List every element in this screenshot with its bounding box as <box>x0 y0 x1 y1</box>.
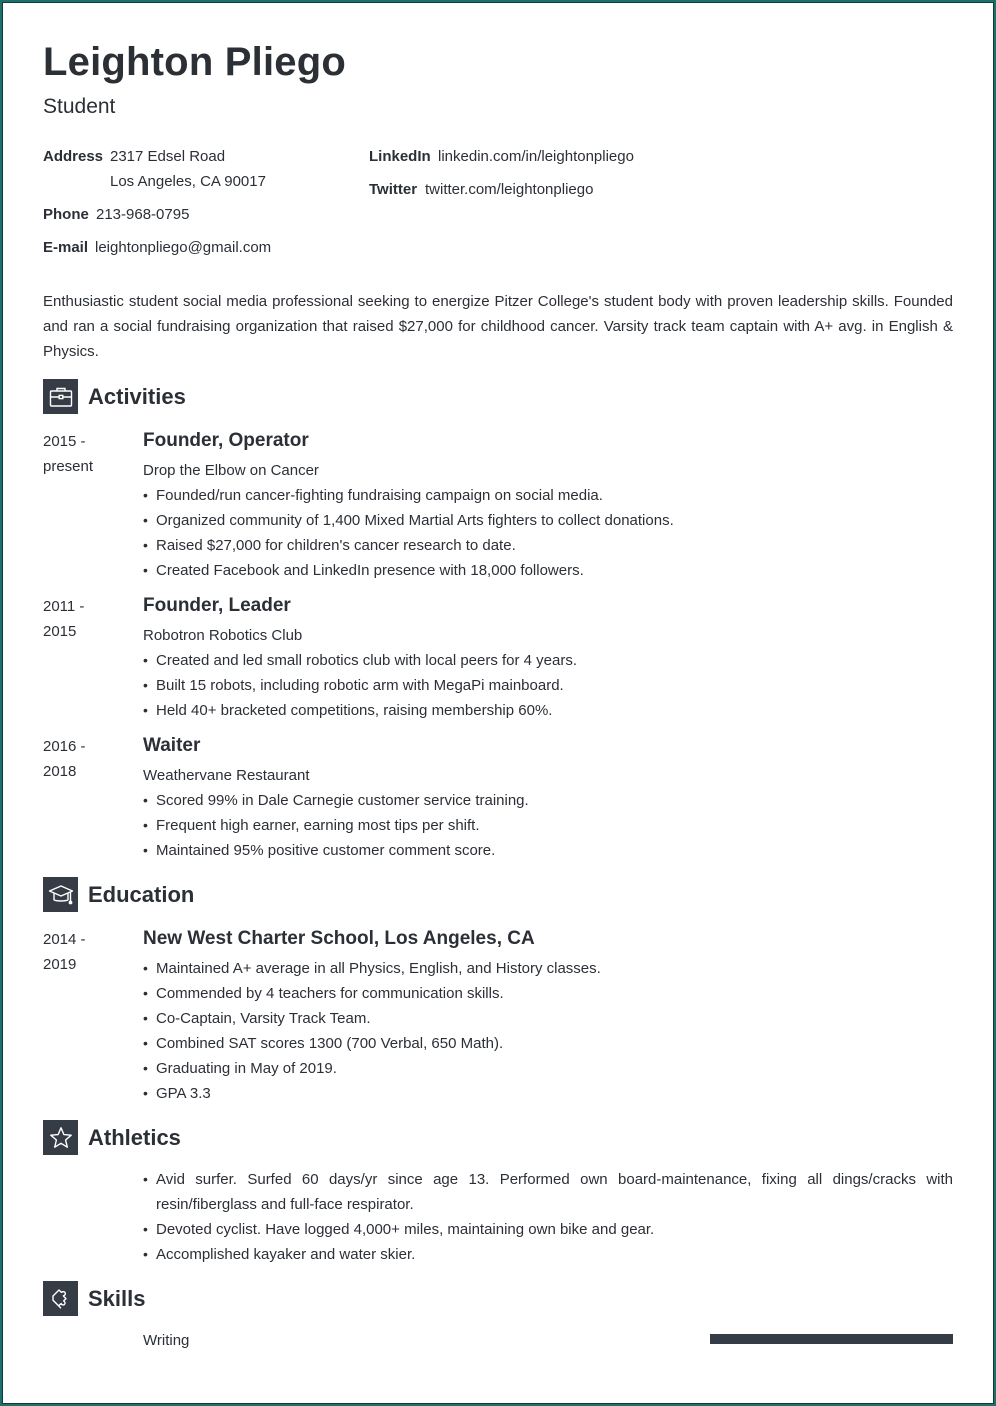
education-bullets <box>143 956 953 1106</box>
skills-heading: Skills <box>88 1286 146 1311</box>
bullet-item: • Organized community of 1,400 Mixed Martial Arts fighters to collect donations. <box>143 508 953 533</box>
date-end: 2018 <box>43 763 77 780</box>
activity-role: Waiter <box>143 735 201 756</box>
linkedin-label: LinkedIn <box>369 148 431 165</box>
school-name: New West Charter School, Los Angeles, CA <box>143 928 535 949</box>
activity-org: Drop the Elbow on Cancer <box>143 462 319 479</box>
skill-name: Writing <box>143 1332 190 1349</box>
date-start: 2016 - <box>43 738 86 755</box>
skill-level-fill <box>710 1334 953 1344</box>
activity-date <box>43 594 84 644</box>
profile-summary: Enthusiastic student social media professional seeking to energize Pitzer College's student body with proven leadership skills. Founded and ran a social fundraising organization that raised $27,000 for childhood cancer. Varsity track team captain with A+ avg. in English & Physics. <box>43 293 953 360</box>
bullet-item: • Accomplished kayaker and water skier. <box>143 1242 953 1267</box>
bullet-item: • Avid surfer. Surfed 60 days/yr since age 13. Performed own board-maintenance, fixing all dings/cracks with resin/fiberglass and full-face respirator. <box>143 1167 953 1217</box>
bullet-item: • Devoted cyclist. Have logged 4,000+ miles, maintaining own bike and gear. <box>143 1217 953 1242</box>
email-label: E-mail <box>43 239 89 256</box>
activity-bullets <box>143 648 953 723</box>
date-end: 2019 <box>43 956 77 973</box>
graduation-cap-icon <box>43 877 78 912</box>
activities-heading: Activities <box>88 384 186 409</box>
email-value: leightonpliego@gmail.com <box>95 239 272 256</box>
activity-bullets <box>143 483 953 583</box>
activity-bullets <box>143 788 953 863</box>
address-label: Address <box>43 148 104 165</box>
puzzle-icon <box>43 1281 78 1316</box>
bullet-item: • Held 40+ bracketed competitions, raising membership 60%. <box>143 698 953 723</box>
bullet-item: • Raised $27,000 for children's cancer research to date. <box>143 533 953 558</box>
activity-date <box>43 429 93 479</box>
bullet-item: • Founded/run cancer-fighting fundraising campaign on social media. <box>143 483 953 508</box>
activity-role: Founder, Leader <box>143 595 291 616</box>
activity-date <box>43 734 86 784</box>
twitter-label: Twitter <box>369 181 418 198</box>
address-line2: Los Angeles, CA 90017 <box>110 173 266 190</box>
education-heading: Education <box>88 882 195 907</box>
skill-level-bar <box>710 1334 953 1344</box>
briefcase-icon <box>43 379 78 414</box>
education-date <box>43 927 86 977</box>
star-icon <box>43 1120 78 1155</box>
date-start: 2015 - <box>43 433 86 450</box>
candidate-title: Student <box>43 95 116 118</box>
bullet-item: • Maintained 95% positive customer comment score. <box>143 838 953 863</box>
athletics-bullets <box>143 1167 953 1267</box>
date-end: present <box>43 458 94 475</box>
twitter-value: twitter.com/leightonpliego <box>425 181 594 198</box>
athletics-heading: Athletics <box>88 1125 181 1150</box>
linkedin-value: linkedin.com/in/leightonpliego <box>438 148 634 165</box>
bullet-item: • Co-Captain, Varsity Track Team. <box>143 1006 953 1031</box>
activity-org: Robotron Robotics Club <box>143 627 303 644</box>
bullet-item: • Created and led small robotics club with local peers for 4 years. <box>143 648 953 673</box>
bullet-item: • GPA 3.3 <box>143 1081 953 1106</box>
phone-value: 213-968-0795 <box>96 206 190 223</box>
phone-label: Phone <box>43 206 89 223</box>
bullet-item: • Created Facebook and LinkedIn presence with 18,000 followers. <box>143 558 953 583</box>
date-start: 2011 - <box>43 598 85 615</box>
bullet-item: • Combined SAT scores 1300 (700 Verbal, 650 Math). <box>143 1031 953 1056</box>
bullet-item: • Commended by 4 teachers for communication skills. <box>143 981 953 1006</box>
bullet-item: • Graduating in May of 2019. <box>143 1056 953 1081</box>
date-end: 2015 <box>43 623 77 640</box>
candidate-name: Leighton Pliego <box>43 40 346 84</box>
activity-org: Weathervane Restaurant <box>143 767 310 784</box>
date-start: 2014 - <box>43 931 86 948</box>
address-line1: 2317 Edsel Road <box>110 148 226 165</box>
activity-role: Founder, Operator <box>143 430 309 451</box>
bullet-item: • Frequent high earner, earning most tips per shift. <box>143 813 953 838</box>
bullet-item: • Scored 99% in Dale Carnegie customer service training. <box>143 788 953 813</box>
bullet-item: • Built 15 robots, including robotic arm with MegaPi mainboard. <box>143 673 953 698</box>
bullet-item: • Maintained A+ average in all Physics, English, and History classes. <box>143 956 953 981</box>
